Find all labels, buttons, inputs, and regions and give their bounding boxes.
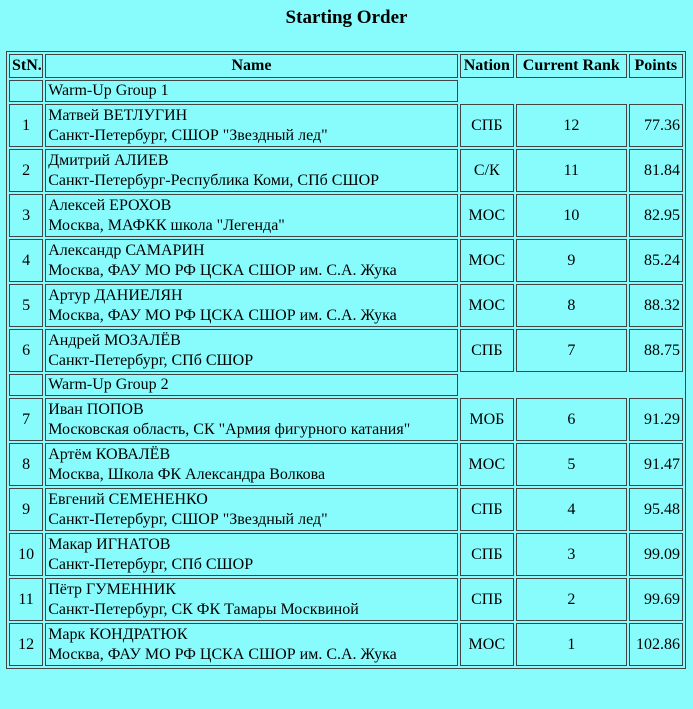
athlete-name: Иван ПОПОВ: [48, 400, 144, 418]
athlete-nation: МОС: [460, 623, 514, 666]
group-stn-cell: [9, 374, 43, 396]
athlete-name: Артём КОВАЛЁВ: [48, 445, 171, 463]
start-number: 1: [9, 104, 43, 147]
athlete-name: Пётр ГУМЕННИК: [48, 580, 176, 598]
warm-up-group-label: Warm-Up Group 1: [45, 80, 457, 102]
athlete-points: 88.32: [629, 284, 683, 327]
start-number: 3: [9, 194, 43, 237]
table-header-row: [9, 54, 683, 78]
current-rank: 12: [516, 104, 627, 147]
table-row: [9, 239, 683, 282]
athlete-cell: [45, 284, 457, 327]
athlete-nation: СПБ: [460, 104, 514, 147]
athlete-nation: МОБ: [460, 398, 514, 441]
athlete-club: Москва, ФАУ МО РФ ЦСКА СШОР им. С.А. Жука: [48, 645, 397, 663]
start-number: 11: [9, 578, 43, 621]
athlete-name: Алексей ЕРОХОВ: [48, 196, 172, 214]
column-header-rank: Current Rank: [516, 54, 627, 78]
current-rank: 6: [516, 398, 627, 441]
athlete-club: Санкт-Петербург-Республика Коми, СПб СШОР: [48, 171, 380, 189]
athlete-cell: [45, 578, 457, 621]
athlete-points: 99.69: [629, 578, 683, 621]
starting-order-table: [6, 51, 686, 669]
athlete-points: 91.47: [629, 443, 683, 486]
warm-up-group-row: [9, 80, 683, 102]
start-number: 2: [9, 149, 43, 192]
warm-up-group-row: [9, 374, 683, 396]
athlete-nation: МОС: [460, 194, 514, 237]
table-body: [9, 80, 683, 666]
table-row: [9, 284, 683, 327]
athlete-nation: СПБ: [460, 578, 514, 621]
start-number: 6: [9, 329, 43, 372]
athlete-name: Андрей МОЗАЛЁВ: [48, 331, 181, 349]
group-filler-cell: [460, 374, 683, 396]
table-row: [9, 194, 683, 237]
start-number: 10: [9, 533, 43, 576]
athlete-cell: [45, 533, 457, 576]
athlete-cell: [45, 239, 457, 282]
current-rank: 2: [516, 578, 627, 621]
start-number: 8: [9, 443, 43, 486]
athlete-club: Москва, ФАУ МО РФ ЦСКА СШОР им. С.А. Жука: [48, 261, 397, 279]
athlete-cell: [45, 194, 457, 237]
athlete-points: 99.09: [629, 533, 683, 576]
start-number: 9: [9, 488, 43, 531]
current-rank: 11: [516, 149, 627, 192]
athlete-cell: [45, 623, 457, 666]
athlete-name: Евгений СЕМЕНЕНКО: [48, 490, 208, 508]
current-rank: 4: [516, 488, 627, 531]
warm-up-group-label: Warm-Up Group 2: [45, 374, 457, 396]
current-rank: 9: [516, 239, 627, 282]
athlete-name: Макар ИГНАТОВ: [48, 535, 171, 553]
athlete-club: Санкт-Петербург, СПб СШОР: [48, 555, 254, 573]
athlete-club: Санкт-Петербург, СПб СШОР: [48, 351, 254, 369]
athlete-cell: [45, 329, 457, 372]
athlete-points: 81.84: [629, 149, 683, 192]
current-rank: 5: [516, 443, 627, 486]
table-row: [9, 533, 683, 576]
athlete-club: Московская область, СК "Армия фигурного катания": [48, 420, 411, 438]
athlete-points: 77.36: [629, 104, 683, 147]
start-number: 7: [9, 398, 43, 441]
athlete-cell: [45, 104, 457, 147]
athlete-club: Москва, Школа ФК Александра Волкова: [48, 465, 326, 483]
table-row: [9, 149, 683, 192]
column-header-nation: Nation: [460, 54, 514, 78]
athlete-points: 82.95: [629, 194, 683, 237]
athlete-points: 102.86: [629, 623, 683, 666]
current-rank: 1: [516, 623, 627, 666]
athlete-name: Артур ДАНИЕЛЯН: [48, 286, 183, 304]
table-row: [9, 578, 683, 621]
athlete-points: 88.75: [629, 329, 683, 372]
table-row: [9, 329, 683, 372]
column-header-name: Name: [45, 54, 457, 78]
table-row: [9, 104, 683, 147]
athlete-points: 95.48: [629, 488, 683, 531]
current-rank: 7: [516, 329, 627, 372]
group-stn-cell: [9, 80, 43, 102]
athlete-nation: МОС: [460, 239, 514, 282]
athlete-cell: [45, 488, 457, 531]
current-rank: 8: [516, 284, 627, 327]
athlete-name: Матвей ВЕТЛУГИН: [48, 106, 188, 124]
athlete-name: Марк КОНДРАТЮК: [48, 625, 188, 643]
athlete-cell: [45, 149, 457, 192]
start-number: 4: [9, 239, 43, 282]
athlete-nation: С/К: [460, 149, 514, 192]
athlete-cell: [45, 398, 457, 441]
start-number: 5: [9, 284, 43, 327]
athlete-club: Санкт-Петербург, СК ФК Тамары Москвиной: [48, 600, 359, 618]
table-row: [9, 443, 683, 486]
athlete-nation: СПБ: [460, 329, 514, 372]
table-row: [9, 398, 683, 441]
athlete-nation: МОС: [460, 443, 514, 486]
page-title: Starting Order: [285, 7, 408, 28]
athlete-club: Москва, МАФКК школа "Легенда": [48, 216, 285, 234]
athlete-name: Александр САМАРИН: [48, 241, 205, 259]
current-rank: 10: [516, 194, 627, 237]
group-filler-cell: [460, 80, 683, 102]
athlete-nation: СПБ: [460, 533, 514, 576]
athlete-points: 85.24: [629, 239, 683, 282]
athlete-cell: [45, 443, 457, 486]
table-row: [9, 623, 683, 666]
athlete-club: Москва, ФАУ МО РФ ЦСКА СШОР им. С.А. Жука: [48, 306, 397, 324]
athlete-nation: СПБ: [460, 488, 514, 531]
column-header-points: Points: [629, 54, 683, 78]
column-header-stn: StN.: [9, 54, 43, 78]
athlete-nation: МОС: [460, 284, 514, 327]
table-row: [9, 488, 683, 531]
athlete-points: 91.29: [629, 398, 683, 441]
athlete-club: Санкт-Петербург, СШОР "Звездный лед": [48, 126, 328, 144]
athlete-name: Дмитрий АЛИЕВ: [48, 151, 169, 169]
athlete-club: Санкт-Петербург, СШОР "Звездный лед": [48, 510, 328, 528]
start-number: 12: [9, 623, 43, 666]
current-rank: 3: [516, 533, 627, 576]
